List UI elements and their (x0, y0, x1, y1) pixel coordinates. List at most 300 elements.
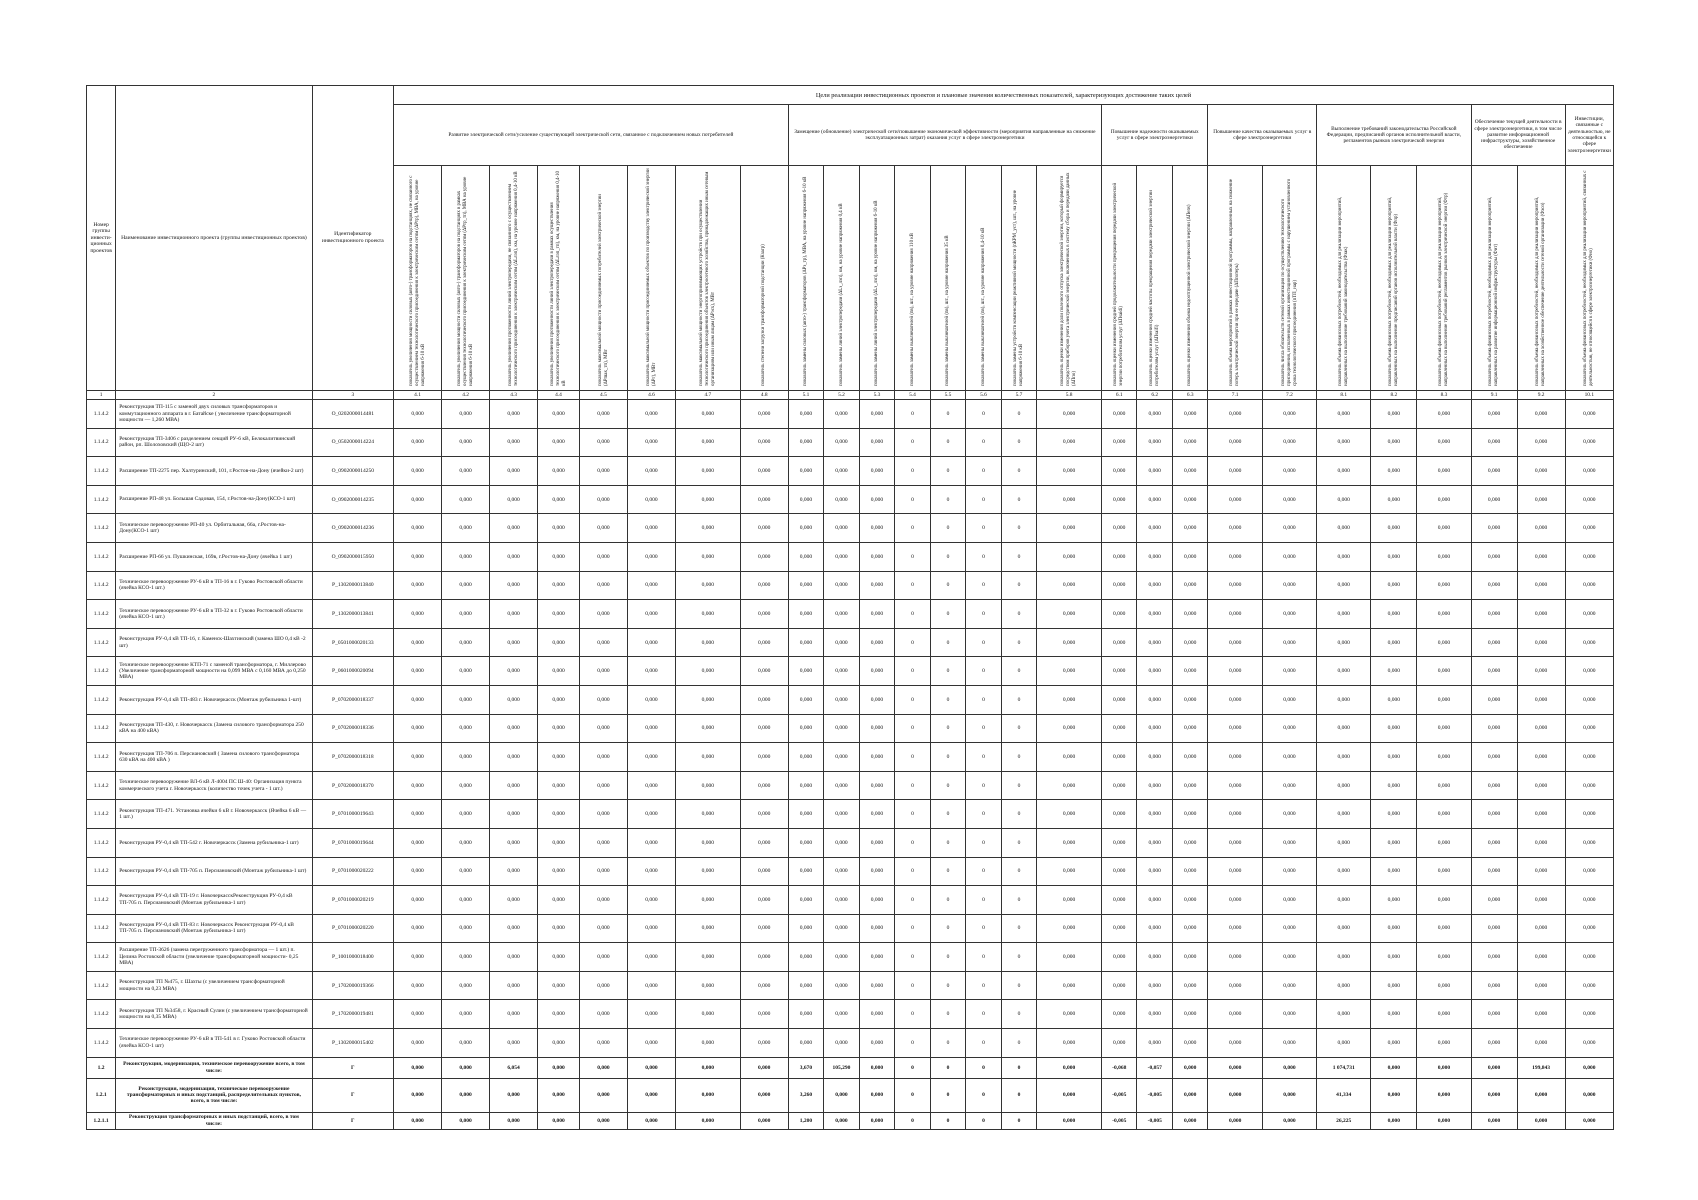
indicator-value-cell: 0 (966, 771, 1002, 800)
indicator-value-cell: 0,000 (675, 714, 740, 743)
indicator-value-cell: 0,000 (538, 542, 580, 571)
indicator-value-cell: 0,000 (1565, 600, 1613, 629)
indicator-value-cell: 0 (930, 1057, 966, 1078)
indicator-value-cell: 0,000 (740, 828, 788, 857)
indicator-value-cell: 0,000 (1565, 1078, 1613, 1112)
indicator-value-cell: 0 (895, 1029, 931, 1058)
indicator-value-cell: 0,000 (824, 1078, 860, 1112)
indicator-value-cell: 0,000 (1517, 457, 1565, 486)
indicator-value-cell: 0 (1001, 571, 1037, 600)
indicator-value-cell: 0,000 (675, 485, 740, 514)
column-numbers-row (87, 391, 1614, 400)
project-id-cell: Р_1302000015402 (312, 1029, 393, 1058)
indicator-value-cell: 0,000 (1417, 1057, 1471, 1078)
indicator-value-cell: 0,000 (1417, 514, 1471, 543)
indicator-value-cell: 0,000 (538, 828, 580, 857)
indicator-value-cell: 0,000 (394, 657, 442, 686)
indicator-value-cell: 0,000 (1371, 542, 1417, 571)
indicator-label: показатель числа обязательств сетевой организации по осуществлению технологического присоединения, исполненных в рамках инвестиционной программы с нарушением установленного срока технологического присоединения (nТП_нар) (1280, 178, 1298, 386)
indicator-value-cell: 0 (930, 600, 966, 629)
project-id-cell: Г (312, 1112, 393, 1129)
indicator-value-cell: 0,000 (1565, 943, 1613, 972)
indicator-value-cell: 0 (1001, 485, 1037, 514)
indicator-value-cell: 0,000 (538, 1078, 580, 1112)
indicator-value-cell: 0,000 (1172, 485, 1208, 514)
indicator-value-cell: 0,000 (1371, 857, 1417, 886)
indicator-value-cell: 0,000 (824, 743, 860, 772)
indicator-value-cell: 0 (966, 628, 1002, 657)
indicator-value-cell: 0,000 (1317, 685, 1371, 714)
indicator-value-cell: 0 (1001, 971, 1037, 1000)
indicator-value-cell: 0,000 (490, 514, 538, 543)
indicator-value-cell: 0,000 (1417, 685, 1471, 714)
indicator-value-cell: 0,000 (538, 657, 580, 686)
indicator-value-cell: 0,000 (579, 657, 627, 686)
indicator-value-cell: 0,000 (579, 1112, 627, 1129)
indicator-value-cell: 0,000 (1371, 600, 1417, 629)
indicator-value-cell: 0,000 (1371, 1029, 1417, 1058)
group-number-cell: 1.1.4.2 (87, 542, 116, 571)
indicator-value-cell: 0,000 (627, 1112, 675, 1129)
indicator-value-cell: 0,000 (1172, 400, 1208, 429)
indicator-value-cell: 0,000 (1262, 886, 1316, 915)
indicator-value-cell: 0,000 (627, 971, 675, 1000)
indicator-value-cell: 0,000 (1371, 485, 1417, 514)
column-number: 6.2 (1137, 391, 1173, 400)
indicator-value-cell: 0,000 (627, 600, 675, 629)
indicator-value-cell: 0,000 (1037, 886, 1102, 915)
group-number-cell: 1.1.4.2 (87, 428, 116, 457)
indicator-value-cell: 0,000 (394, 1000, 442, 1029)
indicator-value-cell: 0,000 (538, 428, 580, 457)
project-id-cell: О_0902000015950 (312, 542, 393, 571)
indicator-value-cell: 0,000 (740, 628, 788, 657)
indicator-value-cell: 0,000 (394, 571, 442, 600)
goal-group-header: Обеспечение текущей деятельности в сфере электроэнергетики, в том числе развитие информационной инфраструктуры, хозяйственное обеспечение (1471, 105, 1565, 166)
indicator-value-cell: 0,000 (1172, 1078, 1208, 1112)
indicator-value-cell: 0,000 (1262, 828, 1316, 857)
indicator-value-cell: 0,000 (675, 800, 740, 829)
indicator-value-cell: 0,000 (1317, 400, 1371, 429)
indicator-header (1517, 166, 1565, 391)
indicator-value-cell: 0,000 (1371, 400, 1417, 429)
indicator-value-cell: -0,005 (1101, 1112, 1137, 1129)
indicator-value-cell: 0,000 (1565, 828, 1613, 857)
indicator-value-cell: 0,000 (442, 600, 490, 629)
project-name-cell: Реконструкция РУ-0,4 кВ ТП-83 г. Новочеркасск Реконструкция РУ-0,4 кВ ТП-705 п. Персиановский (Монтаж рубильника-1 шт) (116, 914, 312, 943)
indicator-header (895, 166, 931, 391)
indicator-value-cell: 0,000 (859, 400, 895, 429)
indicator-header (930, 166, 966, 391)
indicator-value-cell: 0 (966, 657, 1002, 686)
indicator-value-cell: 0,000 (538, 457, 580, 486)
indicator-value-cell: 0,000 (1208, 800, 1262, 829)
indicator-value-cell: 0,000 (627, 628, 675, 657)
indicator-value-cell: 0 (930, 914, 966, 943)
indicator-value-cell: 0,000 (859, 685, 895, 714)
indicator-value-cell: 0,000 (1371, 1078, 1417, 1112)
indicator-value-cell: 0 (930, 943, 966, 972)
indicator-value-cell: 0,000 (538, 400, 580, 429)
indicator-value-cell: 0 (930, 971, 966, 1000)
column-number: 5.3 (859, 391, 895, 400)
indicator-value-cell: 0,000 (740, 743, 788, 772)
column-number: 4.8 (740, 391, 788, 400)
column-number: 5.5 (930, 391, 966, 400)
group-number-cell: 1.1.4.2 (87, 657, 116, 686)
indicator-value-cell: 1 074,731 (1317, 1057, 1371, 1078)
indicator-value-cell: 0,000 (1471, 571, 1517, 600)
indicator-value-cell: 0,000 (675, 857, 740, 886)
indicator-value-cell: 0,000 (1317, 628, 1371, 657)
indicator-value-cell: 0 (966, 1000, 1002, 1029)
column-number: 6.3 (1172, 391, 1208, 400)
indicator-value-cell: 0,000 (1101, 914, 1137, 943)
indicator-value-cell: 0,000 (1262, 914, 1316, 943)
indicator-value-cell: 0,000 (824, 886, 860, 915)
indicator-value-cell: 0,000 (1565, 457, 1613, 486)
indicator-value-cell: 0,000 (740, 857, 788, 886)
indicator-value-cell: 0,000 (1417, 743, 1471, 772)
project-name-cell: Реконструкция ТП №475, г. Шахты (с увеличением трансформаторной мощности на 0,23 МВА) (116, 971, 312, 1000)
indicator-value-cell: 0 (930, 886, 966, 915)
indicator-value-cell: 0,000 (394, 542, 442, 571)
indicator-value-cell: 0,000 (1417, 943, 1471, 972)
project-id-cell: Р_0501000020133 (312, 628, 393, 657)
table-row (87, 714, 1614, 743)
indicator-value-cell: 0,000 (1471, 600, 1517, 629)
indicator-value-cell: 0 (966, 457, 1002, 486)
indicator-value-cell: 0,000 (538, 886, 580, 915)
indicator-value-cell: 0,000 (788, 428, 824, 457)
indicator-value-cell: 0,000 (627, 714, 675, 743)
column-number: 8.3 (1417, 391, 1471, 400)
indicator-value-cell: 0 (895, 1112, 931, 1129)
table-body (87, 400, 1614, 1130)
indicator-label: показатель объема финансовых потребностей, необходимых для реализации мероприятий, направленных на выполнение требований законодательства (Фзак) (1337, 196, 1349, 386)
indicator-value-cell: 0,000 (1517, 857, 1565, 886)
indicator-value-cell: 0,000 (394, 714, 442, 743)
indicator-label: показатель максимальной мощности энергопринимающих устройств при осуществлении технологического присоединения объектов электросетевого хозяйства, принадлежащих иным сетевым организациям или иным лицам (ΔPэсх), МВт (698, 171, 716, 386)
indicator-label: показатель объема финансовых потребностей, необходимых для реализации мероприятий, направленных на развитие информационной инфраструктуры (Фит) (1488, 196, 1500, 386)
indicator-value-cell: 0,000 (788, 857, 824, 886)
group-number-cell: 1.1.4.2 (87, 971, 116, 1000)
indicator-value-cell: 0,000 (1471, 1112, 1517, 1129)
indicator-header (1317, 166, 1371, 391)
indicator-label: показатель объема финансовых потребностей, необходимых для реализации мероприятий, направленных на выполнение требований регламентов рынков электрической энергии (Фтр) (1438, 192, 1449, 386)
indicator-value-cell: 0,000 (1208, 1057, 1262, 1078)
indicator-value-cell: 0,000 (1172, 714, 1208, 743)
indicator-value-cell: 0,000 (859, 914, 895, 943)
indicator-value-cell: 0,000 (1565, 914, 1613, 943)
indicator-value-cell: 0 (930, 1029, 966, 1058)
project-name-cell: Реконструкция РУ-0,4 кВ ТП-16, г. Каменск-Шахтинский (замена ШО 0,4 кВ -2 шт) (116, 628, 312, 657)
indicator-value-cell: 0,000 (824, 771, 860, 800)
indicator-value-cell: 0,000 (1371, 628, 1417, 657)
indicator-label: показатель оценки изменения средней частоты прекращения передачи электрической энергии потребителям услуг (ΔПsaifi) (1148, 190, 1160, 386)
indicator-value-cell: 0,000 (1371, 571, 1417, 600)
indicator-value-cell: 0,000 (1037, 400, 1102, 429)
indicator-header (740, 166, 788, 391)
indicator-value-cell: 0,000 (490, 1000, 538, 1029)
indicator-value-cell: 0,000 (1101, 800, 1137, 829)
group-number-cell: 1.1.4.2 (87, 743, 116, 772)
indicator-value-cell: 0,000 (824, 600, 860, 629)
indicator-value-cell: 0 (930, 828, 966, 857)
indicator-label: показатель максимальной мощности присоединяемых объектов по производству электрической энергии (ΔPг), МВт (645, 168, 657, 386)
indicator-value-cell: 0,000 (1101, 600, 1137, 629)
table-row (87, 542, 1614, 571)
indicator-value-cell: 0,000 (1371, 457, 1417, 486)
indicator-value-cell: 0,000 (1371, 743, 1417, 772)
group-number-cell: 1.1.4.2 (87, 571, 116, 600)
project-id-cell: О_0502000014224 (312, 428, 393, 457)
indicator-value-cell: 0,000 (1417, 1078, 1471, 1112)
indicator-value-cell: 0,000 (1317, 600, 1371, 629)
indicator-value-cell: 0,000 (1101, 743, 1137, 772)
indicator-label: показатель увеличения мощности силовых (авто-) трансформаторов на подстанциях, не связанного с осуществлением технологического присоединения к электрическим сетям (ΔPтр), МВА, на уровне напряжения 6-10 кВ (408, 175, 426, 386)
indicator-value-cell: 0,000 (740, 542, 788, 571)
indicator-value-cell: 0,000 (824, 514, 860, 543)
project-id-cell: О_0902000014250 (312, 457, 393, 486)
indicator-value-cell: 0,000 (1262, 628, 1316, 657)
indicator-value-cell: 0,000 (490, 1029, 538, 1058)
indicator-value-cell: 0 (930, 657, 966, 686)
indicator-value-cell: 0,000 (627, 914, 675, 943)
indicator-value-cell: 0 (1001, 457, 1037, 486)
indicator-value-cell: 0,000 (824, 971, 860, 1000)
indicator-value-cell: 0,000 (1371, 886, 1417, 915)
table-row (87, 857, 1614, 886)
indicator-value-cell: 0,000 (579, 828, 627, 857)
indicator-value-cell: 0,000 (788, 685, 824, 714)
indicator-label: показатель оценки изменения доли полезного отпуска электрической энергии, который формируется посредством приборов учета электрической энергии, включенных в систему сбора и передачи данных (ΔПпо) (1060, 172, 1078, 386)
indicator-value-cell: 0,000 (1417, 657, 1471, 686)
indicator-value-cell: 0,000 (1517, 1078, 1565, 1112)
table-row (87, 943, 1614, 972)
indicator-value-cell: 0,000 (740, 428, 788, 457)
indicator-value-cell: 0 (930, 428, 966, 457)
indicator-value-cell: 0,000 (1172, 800, 1208, 829)
indicator-value-cell: 0,000 (1262, 457, 1316, 486)
table-row (87, 886, 1614, 915)
indicator-header (1471, 166, 1517, 391)
indicator-value-cell: 0,000 (627, 514, 675, 543)
indicator-value-cell: 0,000 (1517, 971, 1565, 1000)
table-row (87, 771, 1614, 800)
indicator-value-cell: 0 (966, 743, 1002, 772)
indicator-value-cell: 0,000 (1262, 743, 1316, 772)
table-row (87, 1000, 1614, 1029)
indicator-value-cell: 0,000 (1137, 714, 1173, 743)
indicator-value-cell: 0,000 (1137, 571, 1173, 600)
indicator-value-cell: 0,000 (627, 457, 675, 486)
indicator-value-cell: 0,000 (740, 886, 788, 915)
indicator-value-cell: 0,000 (1101, 428, 1137, 457)
indicator-value-cell: 0 (1001, 542, 1037, 571)
indicator-value-cell: 0,000 (1565, 857, 1613, 886)
indicator-value-cell: 0,000 (1417, 428, 1471, 457)
project-id-cell: Р_0702000018318 (312, 743, 393, 772)
indicator-value-cell: 0,000 (1172, 886, 1208, 915)
indicator-value-cell: 0,000 (394, 400, 442, 429)
indicator-value-cell: 0 (895, 1000, 931, 1029)
indicator-label: показатель максимальной мощности присоединяемых потребителей электрической энергии (ΔPmax_тп), МВт (597, 194, 609, 386)
indicator-value-cell: 0,000 (1208, 685, 1262, 714)
indicator-value-cell: 0,000 (1317, 971, 1371, 1000)
indicator-value-cell: 0,000 (442, 571, 490, 600)
group-number-cell: 1.2.1.1 (87, 1112, 116, 1129)
indicator-value-cell: 0,000 (788, 571, 824, 600)
indicator-value-cell: 0,000 (788, 914, 824, 943)
indicator-value-cell: 0,000 (1172, 914, 1208, 943)
indicator-value-cell: 0 (930, 1000, 966, 1029)
indicator-value-cell: 0,000 (1172, 657, 1208, 686)
indicator-value-cell: 0,000 (859, 600, 895, 629)
indicator-value-cell: 0,000 (538, 714, 580, 743)
total-row (87, 1112, 1614, 1129)
indicator-value-cell: 0 (966, 714, 1002, 743)
indicator-value-cell: 0,000 (1471, 971, 1517, 1000)
indicator-value-cell: 0,000 (394, 457, 442, 486)
project-id-cell: Р_1702000019366 (312, 971, 393, 1000)
indicator-value-cell: 0,000 (1517, 657, 1565, 686)
indicator-header (1001, 166, 1037, 391)
project-name-cell: Техническое перевооружение РУ-6 кВ в ТП-541 в г. Гуково Ростовской области (ячейка КСО-1 шт) (116, 1029, 312, 1058)
indicator-header (538, 166, 580, 391)
indicator-value-cell: 0,000 (1565, 571, 1613, 600)
indicator-value-cell: 0,000 (1317, 771, 1371, 800)
indicator-value-cell: 0,000 (675, 571, 740, 600)
column-number: 4.3 (490, 391, 538, 400)
indicator-value-cell: 0,000 (1471, 1000, 1517, 1029)
indicator-value-cell: 0,000 (627, 943, 675, 972)
indicator-value-cell: 0,000 (1137, 857, 1173, 886)
indicator-value-cell: 0 (1001, 886, 1037, 915)
indicator-value-cell: 0,000 (1371, 657, 1417, 686)
indicator-value-cell: 0 (966, 685, 1002, 714)
indicator-label: показатель объема финансовых потребностей, необходимых для реализации мероприятий, направленных на выполнение предписаний органов исполнительной власти (Фпр) (1387, 196, 1399, 386)
indicator-value-cell: 0,000 (1208, 743, 1262, 772)
indicator-value-cell: 0,000 (1172, 571, 1208, 600)
indicator-value-cell: 0,000 (1208, 914, 1262, 943)
indicator-value-cell: 0,000 (859, 571, 895, 600)
indicator-value-cell: 0 (930, 1112, 966, 1129)
goal-group-header: Выполнение требований законодательства Российской Федерации, предписаний органов исполнительной власти, регламентов рынков электрической энергии (1317, 105, 1472, 166)
indicator-value-cell: 0,000 (538, 600, 580, 629)
indicator-header (824, 166, 860, 391)
indicator-value-cell: 0,000 (394, 1029, 442, 1058)
indicator-value-cell: 0,000 (1262, 800, 1316, 829)
project-id-cell: Р_0701000020219 (312, 886, 393, 915)
indicator-value-cell: 0,000 (675, 457, 740, 486)
indicator-value-cell: 0,000 (1262, 971, 1316, 1000)
indicator-value-cell: 1,200 (788, 1112, 824, 1129)
indicator-value-cell: 0,000 (1565, 1112, 1613, 1129)
indicator-value-cell: 0,000 (1101, 685, 1137, 714)
indicator-value-cell: 0,000 (579, 400, 627, 429)
indicator-value-cell: 0,000 (1037, 428, 1102, 457)
group-number-cell: 1.1.4.2 (87, 857, 116, 886)
indicator-value-cell: 0,000 (788, 514, 824, 543)
project-id-cell: Р_1702000019481 (312, 1000, 393, 1029)
indicator-value-cell: 0,000 (538, 1112, 580, 1129)
indicator-value-cell: 0,000 (859, 743, 895, 772)
table-row (87, 600, 1614, 629)
goal-group-header: Замещение (обновление) электрической сети/повышение экономической эффективности (мероприятия направленные на снижение эксплуатационных затрат) оказания услуг в сфере электроэнергетики (788, 105, 1101, 166)
column-number: 5.7 (1001, 391, 1037, 400)
indicator-value-cell: 0,000 (1037, 1000, 1102, 1029)
project-id-cell: Г (312, 1078, 393, 1112)
indicator-value-cell: 0,000 (1471, 914, 1517, 943)
indicator-value-cell: 0,000 (675, 514, 740, 543)
total-row (87, 1078, 1614, 1112)
indicator-value-cell: 0,000 (1371, 943, 1417, 972)
indicator-value-cell: 0,000 (1037, 685, 1102, 714)
indicator-value-cell: 0,000 (788, 828, 824, 857)
indicator-value-cell: 0 (930, 714, 966, 743)
indicator-value-cell: 0 (930, 857, 966, 886)
indicator-value-cell: 0,000 (1371, 428, 1417, 457)
indicator-header (966, 166, 1002, 391)
indicator-value-cell: 0,000 (1317, 943, 1371, 972)
table-row (87, 800, 1614, 829)
indicator-header (579, 166, 627, 391)
project-id-cell: Р_0701000019644 (312, 828, 393, 857)
project-id-cell: Р_0701000020220 (312, 914, 393, 943)
group-number-cell: 1.1.4.2 (87, 828, 116, 857)
indicator-value-cell: 0,000 (1471, 628, 1517, 657)
indicator-value-cell: 0,000 (1137, 914, 1173, 943)
indicator-value-cell: 0 (966, 886, 1002, 915)
indicator-value-cell: 0 (895, 457, 931, 486)
indicator-value-cell: 0,000 (394, 600, 442, 629)
indicator-value-cell: 0,000 (442, 542, 490, 571)
indicator-value-cell: 0,000 (1517, 771, 1565, 800)
indicator-value-cell: 0,000 (394, 914, 442, 943)
column-number: 5.1 (788, 391, 824, 400)
group-number-cell: 1.1.4.2 (87, 685, 116, 714)
indicator-value-cell: 0 (966, 428, 1002, 457)
indicator-value-cell: 0,000 (859, 714, 895, 743)
indicator-label: показатель оценки изменения объема недоотпущенной электрической энергии (ΔПens) (1187, 204, 1193, 386)
indicator-value-cell: 0 (966, 914, 1002, 943)
column-number: 9.1 (1471, 391, 1517, 400)
indicator-value-cell: 0,000 (538, 771, 580, 800)
indicator-value-cell: 0,000 (1517, 886, 1565, 915)
project-name-cell: Реконструкция ТП-3406 с разделением секций РУ-6 кВ, Белокалитвинский район, рп. Шолоховский (ЩО-2 шт) (116, 428, 312, 457)
indicator-value-cell: 0,000 (442, 628, 490, 657)
indicator-value-cell: 0,000 (1565, 428, 1613, 457)
indicator-value-cell: 0,000 (675, 542, 740, 571)
indicator-value-cell: 0,000 (490, 714, 538, 743)
indicator-header (1417, 166, 1471, 391)
indicator-value-cell: 0,000 (1517, 743, 1565, 772)
indicator-value-cell: 0,000 (1172, 943, 1208, 972)
indicator-value-cell: 0,000 (788, 800, 824, 829)
indicator-value-cell: 0,000 (824, 943, 860, 972)
indicator-value-cell: 0,000 (490, 886, 538, 915)
indicator-value-cell: 0,000 (579, 943, 627, 972)
project-name-cell: Реконструкция, модернизация, техническое перевооружение всего, в том числе: (116, 1057, 312, 1078)
project-id-cell: Р_1302000013841 (312, 600, 393, 629)
indicator-value-cell: 0,000 (394, 828, 442, 857)
indicator-value-cell: 0,000 (1101, 943, 1137, 972)
indicator-value-cell: 0,000 (788, 943, 824, 972)
indicator-value-cell: 0,000 (1565, 1000, 1613, 1029)
indicator-value-cell: 0,000 (675, 886, 740, 915)
indicator-value-cell: 0 (1001, 1000, 1037, 1029)
